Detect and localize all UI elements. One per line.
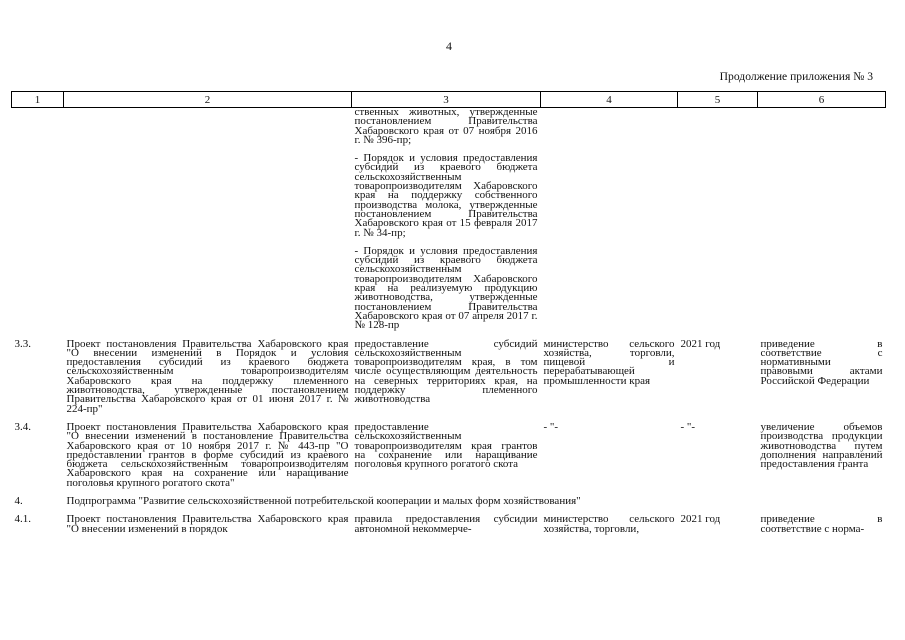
column-header: 3 [352,92,541,108]
continuation-caption: Продолжение приложения № 3 [719,70,873,83]
program-table [11,91,886,534]
result-cell: приведение в соответствие с норма- [760,513,883,535]
purpose-cell: предоставление субсидий сельскохозяйственным товаропроизводителям края, в том числе осуществляющим деятельность на северных территориях края, на поддержку племенного животноводства [354,337,538,406]
row-number: 4.1. [14,513,31,526]
table-row [12,108,886,331]
document-title-cell: Проект постановления Правительства Хабаровского края "О внесении изменений в порядок [66,513,349,535]
continued-cell [352,108,541,331]
document-paragraph: ственных животных, утвержденные постановлением Правительства Хабаровского края от 07 ноября 2016 г. № 396-пр; [354,106,538,146]
purpose-cell: предоставление сельскохозяйственным товаропроизводителям края грантов на сохранение или наращивание поголовья крупного рогатого скота [354,420,538,471]
row-number: 3.3. [14,337,31,350]
table-row [12,515,886,534]
document-title-cell: Проект постановления Правительства Хабаровского края "О внесении изменений в Порядок и условия предоставления субсидий из краевого бюджета сельскохозяйственным товаропроизводителям Хабаровского края на поддержку племенного животноводства, утвержденные постановлением Правительства Хабаровского края от 01 июня 2017 г. № 224-пр" [66,337,349,415]
column-header: 2 [64,92,352,108]
subprogram-title: Подпрограмма "Развитие сельскохозяйственной потребительской кооперации и малых форм хозяйствования" [66,494,581,507]
year-cell: - "- [680,420,696,433]
row-number: 4. [14,494,23,507]
responsible-cell: министерство сельского хозяйства, торговли, [543,513,675,535]
subprogram-row [12,497,886,506]
column-header: 6 [758,92,886,108]
document-title-cell: Проект постановления Правительства Хабаровского края "О внесении изменений в постановление Правительства Хабаровского края от 10 ноября 2017 г. № 443-пр "О предоставлении грантов в форме субсидий из краевого бюджета сельскохозяйственным товаропроизводителям Хабаровского края на сохранение или наращивание поголовья крупного рогатого скота" [66,420,349,489]
year-cell: 2021 год [680,337,721,350]
table-row [12,340,886,414]
table-row [12,423,886,488]
purpose-cell: правила предоставления субсидии автономной некоммерче- [354,513,538,535]
responsible-cell: министерство сельского хозяйства, торговли, пищевой и перерабатывающей промышленности края [543,337,675,387]
row-number: 3.4. [14,420,31,433]
column-header: 4 [541,92,678,108]
result-cell: приведение в соответствие с нормативными правовыми актами Российской Федерации [760,337,883,387]
page-number: 4 [446,39,452,53]
result-cell: увеличение объемов производства продукции животноводства путем дополнения направлений предоставления гранта [760,420,883,471]
responsible-cell: - "- [543,420,559,433]
column-header: 5 [678,92,758,108]
year-cell: 2021 год [680,513,721,526]
document-paragraph: - Порядок и условия предоставления субсидий из краевого бюджета сельскохозяйственным товаропроизводителям Хабаровского края на реализуемую продукцию животноводства, утвержденные постановлением Правительства Хабаровского края от 07 апреля 2017 г. № 128-пр [354,244,538,332]
column-header: 1 [12,92,64,108]
document-paragraph: - Порядок и условия предоставления субсидий из краевого бюджета сельскохозяйственным товаропроизводителям Хабаровского края на поддержку собственного производства молока, утвержденные постановлением Правительства Хабаровского края от 15 февраля 2017 г. № 34-пр; [354,152,538,239]
